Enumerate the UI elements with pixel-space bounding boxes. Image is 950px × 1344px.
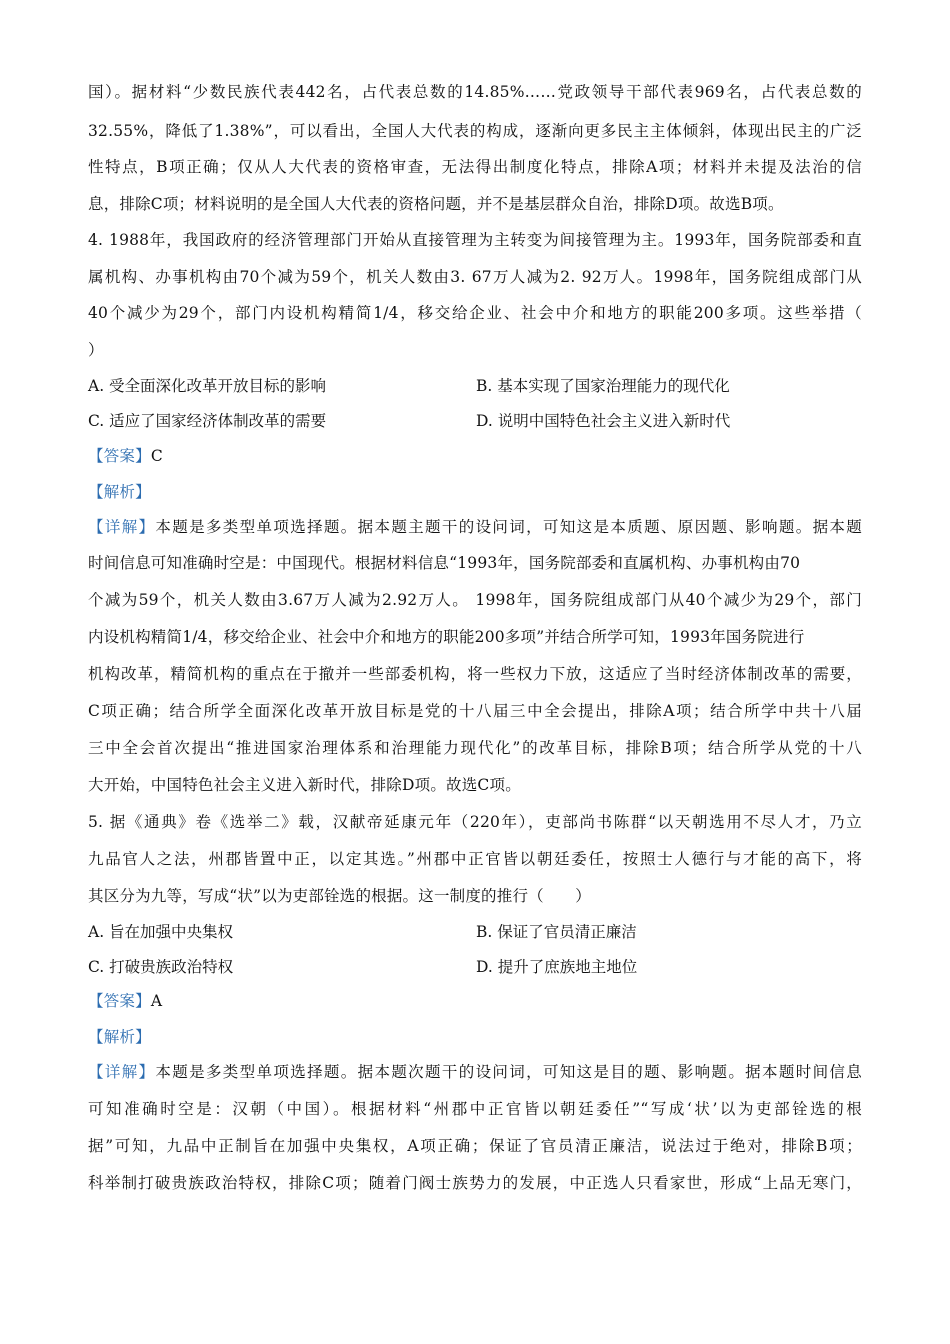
q4-option-a: A. 受全面深化改革开放目标的影响	[88, 377, 327, 395]
q5-detail	[88, 1062, 862, 1082]
detail-text: 本题是多类型单项选择题。据本题主题干的设问词，可知这是本质题、原因题、影响题。据本题	[155, 518, 862, 536]
paragraph-line: 息，排除C项；材料说明的是全国人大代表的资格问题，并不是基层群众自治，排除D项。故选B项。	[88, 195, 784, 213]
answer-value: A	[150, 992, 163, 1010]
q5-stem-line: 5. 据《通典》卷《选举二》载，汉献帝延康元年（220年），吏部尚书陈群“以天朝选用不尽人才，乃立	[88, 813, 862, 831]
q5-option-b: B. 保证了官员清正廉洁	[476, 923, 637, 941]
q5-option-d: D. 提升了庶族地主地位	[476, 958, 638, 976]
answer-value: C	[150, 447, 163, 465]
q5-analysis-tag: 【解析】	[88, 1028, 151, 1046]
q4-stem-line: 属机构、办事机构由70个减为59个，机关人数由3. 67万人减为2. 92万人。1998年，国务院组成部门从	[88, 268, 862, 286]
q4-option-b: B. 基本实现了国家治理能力的现代化	[476, 377, 730, 395]
paragraph-line: 国）。据材料“少数民族代表442名，占代表总数的14.85%……党政领导干部代表969名，占代表总数的	[88, 83, 862, 101]
answer-tag: 【答案】	[88, 992, 151, 1010]
q5-detail-line: 科举制打破贵族政治特权，排除C项；随着门阀士族势力的发展，中正选人只看家世，形成“上品无寒门，	[88, 1174, 862, 1192]
q5-stem-line: 九品官人之法，州郡皆置中正，以定其选。”州郡中正官皆以朝廷委任，按照士人德行与才能的高下，将	[88, 850, 862, 868]
detail-tag: 【详解】	[88, 1063, 156, 1081]
q4-detail-line: 内设机构精简1/4，移交给企业、社会中介和地方的职能200多项”并结合所学可知，1993年国务院进行	[88, 628, 805, 646]
q4-stem-line: 4. 1988年，我国政府的经济管理部门开始从直接管理为主转变为间接管理为主。1993年，国务院部委和直	[88, 231, 862, 249]
q4-detail	[88, 517, 862, 537]
q5-option-c: C. 打破贵族政治特权	[88, 958, 234, 976]
q4-stem-line: ）	[88, 341, 104, 359]
q4-answer	[88, 446, 163, 466]
q4-option-c: C. 适应了国家经济体制改革的需要	[88, 412, 327, 430]
q5-detail-line: 可知准确时空是：汉朝（中国）。根据材料“州郡中正官皆以朝廷委任”“写成‘状’以为吏部铨选的根	[88, 1100, 862, 1118]
q5-detail-line: 据”可知，九品中正制旨在加强中央集权，A项正确；保证了官员清正廉洁，说法过于绝对，排除B项；	[88, 1137, 862, 1155]
q5-option-a: A. 旨在加强中央集权	[88, 923, 234, 941]
paragraph-line: 32.55%，降低了1.38%”，可以看出，全国人大代表的构成，逐渐向更多民主主体倾斜，体现出民主的广泛	[88, 122, 862, 140]
q4-detail-line: 个减为59个，机关人数由3.67万人减为2.92万人。 1998年，国务院组成部门从40个减少为29个，部门	[88, 591, 862, 609]
paragraph-line: 性特点，B项正确；仅从人大代表的资格审查，无法得出制度化特点，排除A项；材料并未提及法治的信	[88, 158, 862, 176]
q4-detail-line: 三中全会首次提出“推进国家治理体系和治理能力现代化”的改革目标，排除B项；结合所学从党的十八	[88, 739, 862, 757]
q4-analysis-tag: 【解析】	[88, 483, 151, 501]
q4-detail-line: 机构改革，精简机构的重点在于撤并一些部委机构，将一些权力下放，这适应了当时经济体制改革的需要，	[88, 665, 862, 683]
q5-stem-line: 其区分为九等，写成“状”以为吏部铨选的根据。这一制度的推行（ ）	[88, 887, 591, 905]
answer-tag: 【答案】	[88, 447, 151, 465]
q4-option-d: D. 说明中国特色社会主义进入新时代	[476, 412, 731, 430]
detail-text: 本题是多类型单项选择题。据本题次题干的设问词，可知这是目的题、影响题。据本题时间信息	[155, 1063, 862, 1081]
detail-tag: 【详解】	[88, 518, 156, 536]
q5-answer	[88, 991, 162, 1011]
q4-stem-line: 40个减少为29个，部门内设机构精简1/4，移交给企业、社会中介和地方的职能200多项。这些举措（	[88, 304, 862, 322]
q4-detail-line: C项正确；结合所学全面深化改革开放目标是党的十八届三中全会提出，排除A项；结合所学中共十八届	[88, 702, 862, 720]
q4-detail-line: 大开始，中国特色社会主义进入新时代，排除D项。故选C项。	[88, 776, 521, 794]
q4-detail-line: 时间信息可知准确时空是：中国现代。根据材料信息“1993年，国务院部委和直属机构、办事机构由70	[88, 554, 801, 572]
